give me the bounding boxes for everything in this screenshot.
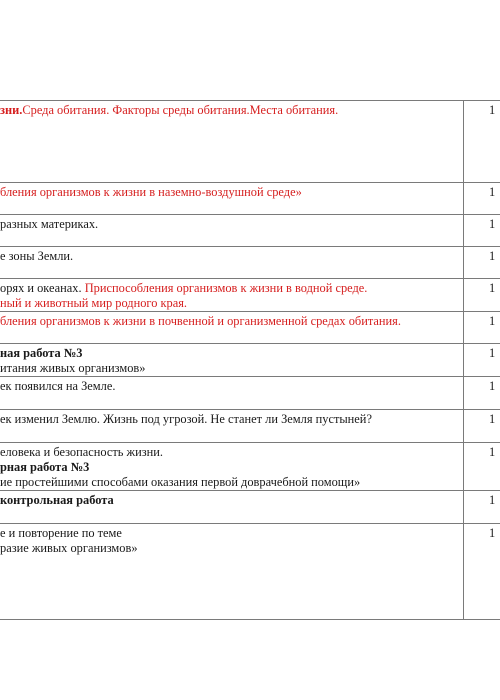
hours-cell: 1 <box>489 249 496 263</box>
hours-cell: 1 <box>489 314 496 328</box>
topic-text: орях и океанах. <box>0 281 85 295</box>
topic-line <box>0 526 463 541</box>
hours-cell: 1 <box>489 346 496 360</box>
topic-line <box>0 475 463 490</box>
topic-line <box>0 361 463 376</box>
topic-line <box>0 493 463 508</box>
topic-text: итания живых организмов» <box>0 361 146 375</box>
topic-text: бления организмов к жизни в почвенной и организменной средах обитания. <box>0 314 401 328</box>
row-divider <box>0 214 500 215</box>
topic-line <box>0 217 463 232</box>
table-row <box>0 185 463 200</box>
topic-text: ек появился на Земле. <box>0 379 116 393</box>
row-divider <box>0 100 500 101</box>
hours-cell: 1 <box>489 412 496 426</box>
hours-cell: 1 <box>489 185 496 199</box>
hours-cell: 1 <box>489 445 496 459</box>
topic-text: зни. <box>0 103 23 117</box>
topic-text: е и повторение по теме <box>0 526 122 540</box>
topic-text: разных материках. <box>0 217 99 231</box>
column-divider <box>463 100 464 619</box>
topic-text: бления организмов к жизни в наземно-воздушной среде» <box>0 185 302 199</box>
topic-text: рная работа №3 <box>0 460 90 474</box>
row-divider <box>0 490 500 491</box>
topic-line <box>0 281 463 296</box>
row-divider <box>0 343 500 344</box>
topic-line <box>0 379 463 394</box>
topic-line <box>0 460 463 475</box>
table-row <box>0 346 463 376</box>
table-row <box>0 379 463 394</box>
topic-text: е зоны Земли. <box>0 249 74 263</box>
row-divider <box>0 523 500 524</box>
table-row <box>0 249 463 264</box>
topic-line <box>0 249 463 264</box>
topic-line <box>0 445 463 460</box>
topic-line <box>0 185 463 200</box>
row-divider <box>0 442 500 443</box>
topic-line <box>0 412 463 427</box>
topic-text: Приспособления организмов к жизни в водной среде. <box>84 281 368 295</box>
table-row <box>0 314 463 329</box>
hours-cell: 1 <box>489 379 496 393</box>
row-divider <box>0 376 500 377</box>
topic-line <box>0 296 463 311</box>
topic-text: разие живых организмов» <box>0 541 138 555</box>
hours-cell: 1 <box>489 103 496 117</box>
hours-cell: 1 <box>489 217 496 231</box>
row-divider <box>0 409 500 410</box>
topic-line <box>0 103 463 118</box>
topic-line <box>0 541 463 556</box>
topic-text: ная работа №3 <box>0 346 83 360</box>
table-row <box>0 445 463 490</box>
topic-text: ие простейшими способами оказания первой доврачебной помощи» <box>0 475 361 489</box>
table-row <box>0 103 463 118</box>
hours-cell: 1 <box>489 526 496 540</box>
table-row <box>0 526 463 556</box>
hours-cell: 1 <box>489 281 496 295</box>
row-divider <box>0 619 500 620</box>
topic-line <box>0 314 463 329</box>
topic-text: еловека и безопасность жизни. <box>0 445 163 459</box>
row-divider <box>0 246 500 247</box>
table-row <box>0 493 463 508</box>
topic-text: ный и животный мир родного края. <box>0 296 188 310</box>
row-divider <box>0 311 500 312</box>
row-divider <box>0 182 500 183</box>
hours-cell: 1 <box>489 493 496 507</box>
table-row <box>0 412 463 427</box>
row-divider <box>0 278 500 279</box>
table-row <box>0 217 463 232</box>
topic-line <box>0 346 463 361</box>
topic-text: Среда обитания. Факторы среды обитания.Места обитания. <box>22 103 339 117</box>
table-row <box>0 281 463 311</box>
topic-text: контрольная работа <box>0 493 114 507</box>
topic-text: ек изменил Землю. Жизнь под угрозой. Не станет ли Земля пустыней? <box>0 412 372 426</box>
